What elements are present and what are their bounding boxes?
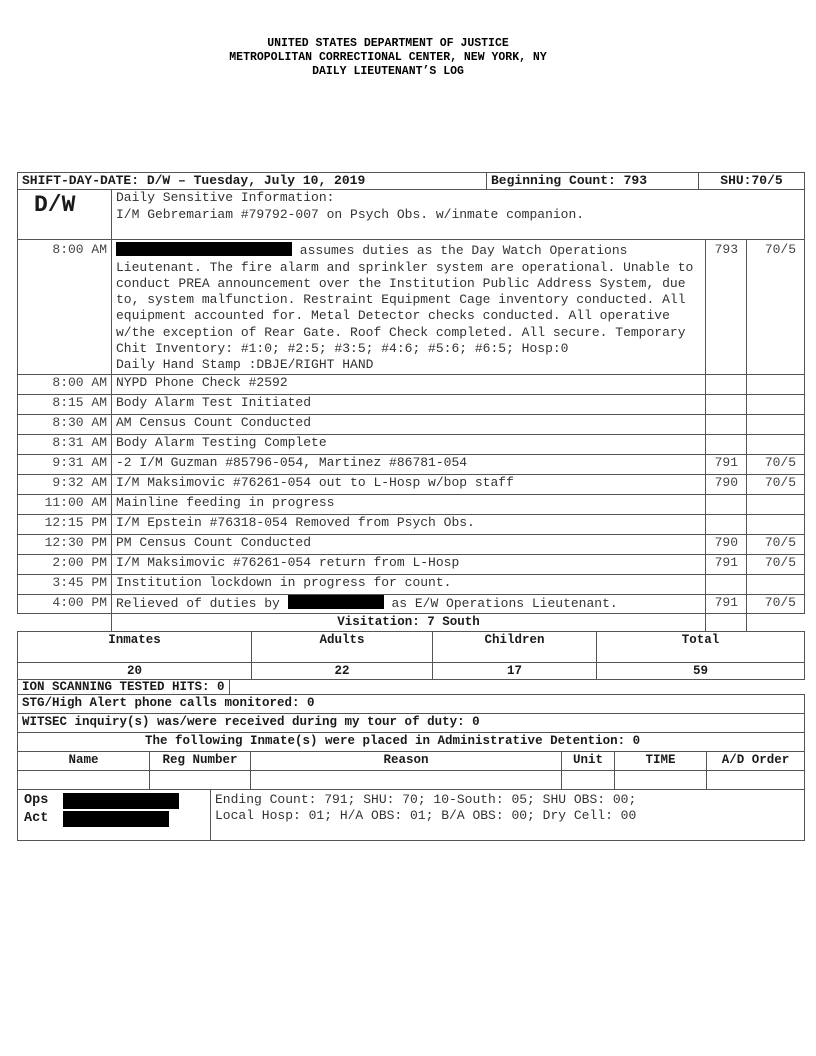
log-count (706, 374, 747, 394)
log-row (18, 514, 805, 534)
header-department: UNITED STATES DEPARTMENT OF JUSTICE (267, 37, 509, 50)
ion-scanning: ION SCANNING TESTED HITS: 0 (17, 679, 230, 695)
signature-block (18, 789, 211, 840)
log-entry: -2 I/M Guzman #85796-054, Martinez #86781-054 (112, 454, 706, 474)
log-count (706, 434, 747, 454)
visitation-header-children: Children (433, 631, 597, 662)
log-row (18, 374, 805, 394)
log-entry: I/M Maksimovic #76261-054 return from L-Hosp (112, 554, 706, 574)
log-shu: 70/5 (747, 474, 805, 494)
act-label: Act (24, 810, 49, 826)
log-time: 4:00 PM (18, 594, 112, 613)
admin-header-time: TIME (615, 751, 707, 770)
redacted-ops-name (63, 793, 179, 809)
log-shu (747, 394, 805, 414)
log-time: 12:30 PM (18, 534, 112, 554)
log-entry (112, 240, 706, 374)
log-row (18, 454, 805, 474)
log-count: 791 (706, 454, 747, 474)
hand-stamp: Daily Hand Stamp :DBJE/RIGHT HAND (116, 357, 374, 373)
log-entry-text: assumes duties as the Day Watch Operations Lieutenant. The fire alarm and sprinkler system are operational. Unable to conduct PREA announcement over the Institution Public Address System, due to, system malfunction. Restraint Equipment Cage inventory conducted. All equipment accounted for. Metal Detector checks conducted. All operative w/the exception of Rear Gate. Roof Check completed. All secure. Temporary Chit Inventory: #1:0; #2:5; #3:5; #4:6; #5:6; #6:5; Hosp:0 (116, 243, 694, 357)
admin-detention-title-text: The following Inmate(s) were placed in Administrative Detention: 0 (145, 733, 641, 748)
last-entry-table (17, 594, 805, 632)
log-shu: 70/5 (747, 454, 805, 474)
log-time: 8:00 AM (18, 240, 112, 374)
visitation-header-adults: Adults (252, 631, 433, 662)
log-row (18, 594, 805, 613)
shu-count: SHU:70/5 (699, 173, 805, 190)
shift-day-date: SHIFT-DAY-DATE: D/W – Tuesday, July 10, 2019 (18, 173, 487, 190)
sensitive-info-text: I/M Gebremariam #79792-007 on Psych Obs. w/inmate companion. (116, 206, 585, 222)
stg-calls: STG/High Alert phone calls monitored: 0 (18, 694, 805, 713)
log-row (18, 394, 805, 414)
admin-table (17, 694, 805, 790)
shift-code: D/W (18, 190, 112, 240)
log-time: 11:00 AM (18, 494, 112, 514)
log-shu (747, 434, 805, 454)
sensitive-info (112, 190, 805, 240)
ending-count-line2: Local Hosp: 01; H/A OBS: 01; B/A OBS: 00; Dry Cell: 00 (215, 808, 637, 824)
admin-header-name: Name (18, 751, 150, 770)
log-entry (112, 594, 706, 613)
admin-header-unit: Unit (562, 751, 615, 770)
log-time: 9:31 AM (18, 454, 112, 474)
redacted-name (288, 595, 384, 609)
log-count (706, 394, 747, 414)
beginning-count: Beginning Count: 793 (487, 173, 699, 190)
log-count (706, 414, 747, 434)
log-entry: AM Census Count Conducted (112, 414, 706, 434)
log-count (706, 494, 747, 514)
header-facility: METROPOLITAN CORRECTIONAL CENTER, NEW YORK, NY (229, 51, 547, 64)
sensitive-info-title: Daily Sensitive Information: (116, 190, 335, 206)
redacted-act-name (63, 811, 169, 827)
daily-log-form (17, 172, 804, 841)
log-table (17, 189, 805, 594)
log-row (18, 414, 805, 434)
log-shu (747, 374, 805, 394)
ending-count-line1: Ending Count: 791; SHU: 70; 10-South: 05; SHU OBS: 00; (215, 791, 637, 807)
summary-table (17, 172, 805, 190)
log-time: 8:30 AM (18, 414, 112, 434)
log-count: 793 (706, 240, 747, 374)
log-entry-text: Relieved of duties by (116, 595, 288, 611)
log-entry: Body Alarm Test Initiated (112, 394, 706, 414)
log-entry: Mainline feeding in progress (112, 494, 706, 514)
log-row (18, 434, 805, 454)
admin-header-reg-number: Reg Number (150, 751, 251, 770)
log-shu: 70/5 (747, 554, 805, 574)
document-header (0, 37, 776, 79)
admin-header-ad-order: A/D Order (707, 751, 805, 770)
log-time: 8:00 AM (18, 374, 112, 394)
header-log-title: DAILY LIEUTENANT’S LOG (312, 65, 464, 78)
visitation-header-inmates: Inmates (18, 631, 252, 662)
ops-label: Ops (24, 792, 49, 808)
log-shu (747, 494, 805, 514)
log-time: 8:15 AM (18, 394, 112, 414)
log-shu (747, 414, 805, 434)
log-time: 12:15 PM (18, 514, 112, 534)
log-entry: Body Alarm Testing Complete (112, 434, 706, 454)
log-count: 791 (706, 594, 747, 613)
log-entry: NYPD Phone Check #2592 (112, 374, 706, 394)
ending-count (211, 789, 805, 840)
log-row (18, 474, 805, 494)
admin-empty-row (18, 770, 805, 789)
log-entry-text: as E/W Operations Lieutenant. (383, 595, 618, 611)
log-count: 790 (706, 474, 747, 494)
log-row (18, 494, 805, 514)
log-time: 2:00 PM (18, 554, 112, 574)
visitation-title: Visitation: 7 South (112, 613, 706, 631)
visitation-header-total: Total (597, 631, 805, 662)
log-time: 8:31 AM (18, 434, 112, 454)
log-row (18, 554, 805, 574)
footer-table (17, 789, 805, 841)
log-shu: 70/5 (747, 534, 805, 554)
log-shu (747, 514, 805, 534)
log-row (18, 534, 805, 554)
log-entry: I/M Maksimovic #76261-054 out to L-Hosp w/bop staff (112, 474, 706, 494)
log-time: 9:32 AM (18, 474, 112, 494)
redacted-name (116, 242, 292, 256)
log-entry: Institution lockdown in progress for count. (112, 574, 706, 594)
log-count (706, 514, 747, 534)
visitation-children: 17 (433, 662, 597, 679)
log-row (18, 240, 805, 374)
log-count (706, 574, 747, 594)
visitation-adults: 22 (252, 662, 433, 679)
admin-detention-title (18, 732, 805, 751)
log-entry: PM Census Count Conducted (112, 534, 706, 554)
log-count: 790 (706, 534, 747, 554)
visitation-inmates: 20 (18, 662, 252, 679)
log-time: 3:45 PM (18, 574, 112, 594)
log-shu: 70/5 (747, 240, 805, 374)
admin-header-reason: Reason (251, 751, 562, 770)
log-shu: 70/5 (747, 594, 805, 613)
visitation-total: 59 (597, 662, 805, 679)
log-row (18, 574, 805, 594)
witsec-inquiries: WITSEC inquiry(s) was/were received during my tour of duty: 0 (18, 713, 805, 732)
log-count: 791 (706, 554, 747, 574)
log-shu (747, 574, 805, 594)
visitation-table (17, 631, 805, 680)
log-entry: I/M Epstein #76318-054 Removed from Psych Obs. (112, 514, 706, 534)
